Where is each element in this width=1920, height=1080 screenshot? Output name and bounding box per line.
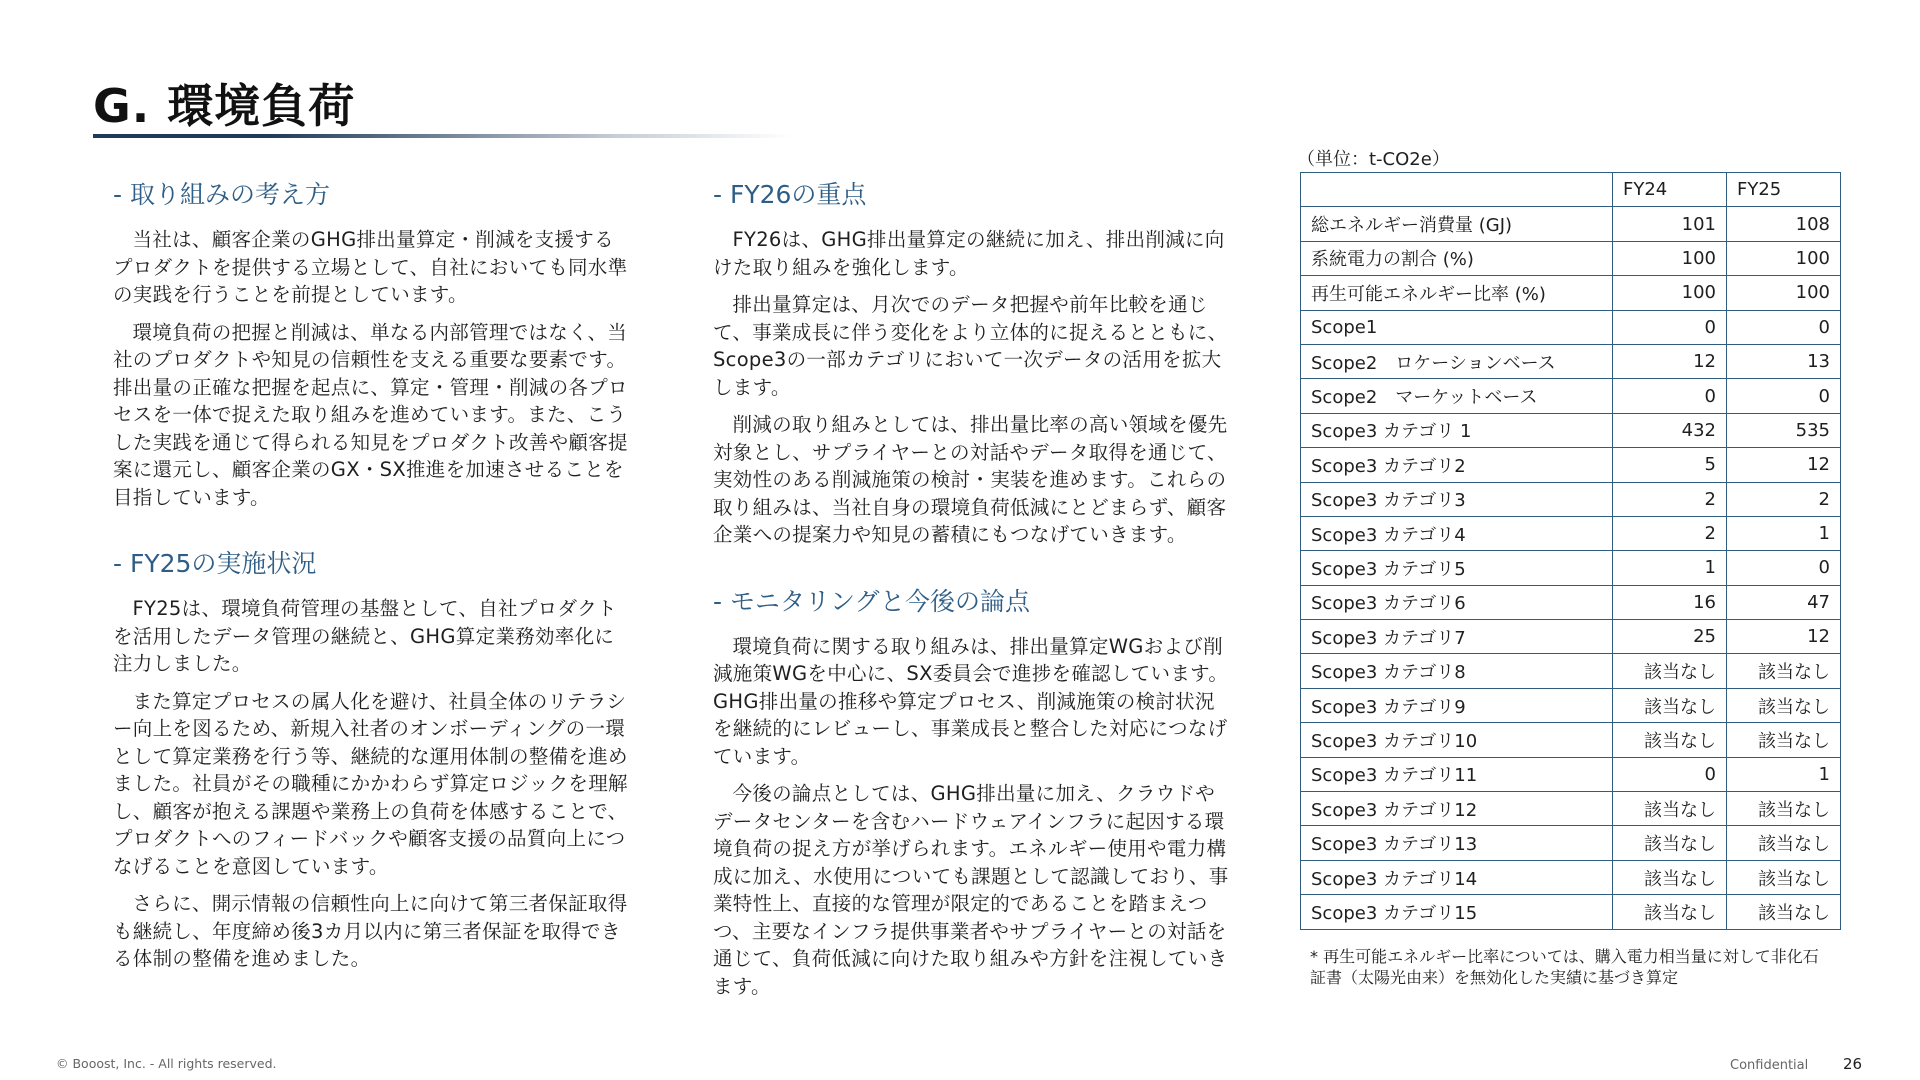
table-row	[1301, 654, 1841, 688]
fy24-value-cell: 5	[1613, 448, 1727, 482]
table-row	[1301, 757, 1841, 791]
confidential-label: Confidential	[1730, 1058, 1809, 1073]
fy24-value-cell: 0	[1613, 310, 1727, 344]
approach-paragraph-1: 当社は、顧客企業のGHG排出量算定・削減を支援するプロダクトを提供する立場として、自社においても同水準の実践を行うことを前提としています。	[113, 228, 628, 306]
fy25-value-cell: 108	[1727, 207, 1841, 241]
fy25-value-cell: 1	[1727, 757, 1841, 791]
fy24-value-cell: 該当なし	[1613, 860, 1727, 894]
fy24-value-cell: 25	[1613, 620, 1727, 654]
table-row	[1301, 344, 1841, 378]
fy25-paragraph-2: また算定プロセスの属人化を避け、社員全体のリテラシー向上を図るため、新規入社者のオンボーディングの一環として算定業務を行う等、継続的な運用体制の整備を進めました。社員がその職種にかかわらず算定ロジックを理解し、顧客が抱える課題や業務上の負荷を体感することで、プロダクトへのフィードバックや顧客支援の品質向上につなげることを意図しています。	[113, 689, 628, 878]
section-heading-monitoring: - モニタリングと今後の論点	[713, 586, 1030, 616]
middle-column	[713, 178, 1233, 1010]
copyright-text: © Booost, Inc. - All rights reserved.	[56, 1056, 277, 1071]
table-row	[1301, 860, 1841, 894]
table-row	[1301, 413, 1841, 447]
fy25-value-cell: 47	[1727, 585, 1841, 619]
table-row	[1301, 241, 1841, 275]
header-cell-fy24: FY24	[1613, 173, 1727, 207]
monitoring-paragraph-2: 今後の論点としては、GHG排出量に加え、クラウドやデータセンターを含むハードウェアインフラに起因する環境負荷の捉え方が挙げられます。エネルギー使用や電力構成に加え、水使用についても課題として認識しており、事業特性上、直接的な管理が限定的であることを踏まえつつ、主要なインフラ提供事業者やサプライヤーとの対話を通じて、負荷低減に向けた取り組みや方針を注視していきます。	[713, 782, 1229, 998]
fy24-value-cell: 該当なし	[1613, 723, 1727, 757]
row-label-cell: 総エネルギー消費量 (GJ)	[1301, 207, 1613, 241]
row-label-cell: Scope3 カテゴリ6	[1301, 585, 1613, 619]
row-label-cell: Scope3 カテゴリ14	[1301, 860, 1613, 894]
section-heading-fy25: - FY25の実施状況	[113, 549, 317, 578]
header-cell-fy25: FY25	[1727, 173, 1841, 207]
page-number: 26	[1843, 1055, 1863, 1073]
section-heading-fy26: - FY26の重点	[713, 180, 867, 209]
row-label-cell: Scope2 ロケーションベース	[1301, 344, 1613, 378]
fy25-value-cell: 0	[1727, 310, 1841, 344]
fy25-value-cell: 0	[1727, 379, 1841, 413]
approach-paragraph-2: 環境負荷の把握と削減は、単なる内部管理ではなく、当社のプロダクトや知見の信頼性を支える重要な要素です。排出量の正確な把握を起点に、算定・管理・削減の各プロセスを一体で捉えた取り組みを進めています。また、こうした実践を通じて得られる知見をプロダクト改善や顧客提案に還元し、顧客企業のGX・SX推進を加速させることを目指しています。	[113, 320, 628, 509]
row-label-cell: 系統電力の割合 (%)	[1301, 241, 1613, 275]
fy25-value-cell: 0	[1727, 551, 1841, 585]
row-label-cell: Scope2 マーケットベース	[1301, 379, 1613, 413]
fy24-value-cell: 16	[1613, 585, 1727, 619]
fy24-value-cell: 2	[1613, 482, 1727, 516]
row-label-cell: Scope3 カテゴリ9	[1301, 688, 1613, 722]
fy24-value-cell: 0	[1613, 757, 1727, 791]
fy25-value-cell: 該当なし	[1727, 723, 1841, 757]
row-label-cell: Scope3 カテゴリ11	[1301, 757, 1613, 791]
fy26-paragraph-2: 排出量算定は、月次でのデータ把握や前年比較を通じて、事業成長に伴う変化をより立体的に捉えるとともに、Scope3の一部カテゴリにおいて一次データの活用を拡大します。	[713, 293, 1228, 399]
table-row	[1301, 551, 1841, 585]
fy24-value-cell: 100	[1613, 241, 1727, 275]
section-heading-approach: - 取り組みの考え方	[113, 180, 330, 209]
table-row	[1301, 620, 1841, 654]
table-row	[1301, 516, 1841, 550]
fy24-value-cell: 該当なし	[1613, 654, 1727, 688]
table-footnote: * 再生可能エネルギー比率については、購入電力相当量に対して非化石証書（太陽光由来）を無効化した実績に基づき算定	[1310, 947, 1819, 987]
fy25-value-cell: 100	[1727, 241, 1841, 275]
fy25-value-cell: 該当なし	[1727, 688, 1841, 722]
row-label-cell: 再生可能エネルギー比率 (%)	[1301, 276, 1613, 310]
row-label-cell: Scope3 カテゴリ4	[1301, 516, 1613, 550]
table-header-row	[1301, 173, 1841, 207]
header-cell-label	[1301, 173, 1613, 207]
table-row	[1301, 826, 1841, 860]
table-row	[1301, 207, 1841, 241]
fy25-value-cell: 1	[1727, 516, 1841, 550]
table-row	[1301, 310, 1841, 344]
fy25-value-cell: 100	[1727, 276, 1841, 310]
fy25-paragraph-3: さらに、開示情報の信頼性向上に向けて第三者保証取得も継続し、年度締め後3カ月以内に第三者保証を取得できる体制の整備を進めました。	[113, 892, 628, 970]
table-row	[1301, 448, 1841, 482]
fy25-value-cell: 該当なし	[1727, 895, 1841, 929]
fy24-value-cell: 0	[1613, 379, 1727, 413]
table-row	[1301, 792, 1841, 826]
table-row	[1301, 482, 1841, 516]
fy25-value-cell: 12	[1727, 448, 1841, 482]
fy25-value-cell: 2	[1727, 482, 1841, 516]
row-label-cell: Scope3 カテゴリ8	[1301, 654, 1613, 688]
table-unit-label: （単位：t-CO2e）	[1297, 149, 1450, 170]
fy24-value-cell: 2	[1613, 516, 1727, 550]
emissions-table	[1300, 172, 1841, 930]
fy24-value-cell: 101	[1613, 207, 1727, 241]
row-label-cell: Scope3 カテゴリ13	[1301, 826, 1613, 860]
fy24-value-cell: 100	[1613, 276, 1727, 310]
fy24-value-cell: 432	[1613, 413, 1727, 447]
fy26-paragraph-3: 削減の取り組みとしては、排出量比率の高い領域を優先対象とし、サプライヤーとの対話やデータ取得を通じて、実効性のある削減施策の検討・実装を進めます。これらの取り組みは、当社自身の環境負荷低減にとどまらず、顧客企業への提案力や知見の蓄積にもつなげていきます。	[713, 413, 1228, 546]
title-underline	[93, 134, 793, 138]
monitoring-paragraph-1: 環境負荷に関する取り組みは、排出量算定WGおよび削減施策WGを中心に、SX委員会で進捗を確認しています。GHG排出量の推移や算定プロセス、削減施策の検討状況を継続的にレビューし、事業成長と整合した対応につなげています。	[713, 634, 1229, 768]
fy25-value-cell: 12	[1727, 620, 1841, 654]
row-label-cell: Scope3 カテゴリ2	[1301, 448, 1613, 482]
row-label-cell: Scope3 カテゴリ12	[1301, 792, 1613, 826]
fy25-value-cell: 該当なし	[1727, 826, 1841, 860]
row-label-cell: Scope3 カテゴリ5	[1301, 551, 1613, 585]
row-label-cell: Scope3 カテゴリ7	[1301, 620, 1613, 654]
left-column	[113, 178, 633, 983]
fy25-value-cell: 該当なし	[1727, 654, 1841, 688]
row-label-cell: Scope3 カテゴリ3	[1301, 482, 1613, 516]
table-row	[1301, 723, 1841, 757]
table-row	[1301, 379, 1841, 413]
fy25-value-cell: 13	[1727, 344, 1841, 378]
fy25-value-cell: 該当なし	[1727, 792, 1841, 826]
table-row	[1301, 688, 1841, 722]
row-label-cell: Scope3 カテゴリ10	[1301, 723, 1613, 757]
table-row	[1301, 585, 1841, 619]
fy24-value-cell: 該当なし	[1613, 895, 1727, 929]
fy24-value-cell: 1	[1613, 551, 1727, 585]
table-row	[1301, 276, 1841, 310]
fy25-value-cell: 該当なし	[1727, 860, 1841, 894]
table-body	[1301, 207, 1841, 929]
page-title: G. 環境負荷	[93, 79, 356, 133]
fy25-paragraph-1: FY25は、環境負荷管理の基盤として、自社プロダクトを活用したデータ管理の継続と、GHG算定業務効率化に注力しました。	[113, 597, 617, 675]
fy24-value-cell: 該当なし	[1613, 826, 1727, 860]
fy26-paragraph-1: FY26は、GHG排出量算定の継続に加え、排出削減に向けた取り組みを強化します。	[713, 228, 1225, 279]
table-row	[1301, 895, 1841, 929]
fy25-value-cell: 535	[1727, 413, 1841, 447]
fy24-value-cell: 12	[1613, 344, 1727, 378]
row-label-cell: Scope3 カテゴリ15	[1301, 895, 1613, 929]
row-label-cell: Scope1	[1301, 310, 1613, 344]
row-label-cell: Scope3 カテゴリ 1	[1301, 413, 1613, 447]
fy24-value-cell: 該当なし	[1613, 792, 1727, 826]
fy24-value-cell: 該当なし	[1613, 688, 1727, 722]
